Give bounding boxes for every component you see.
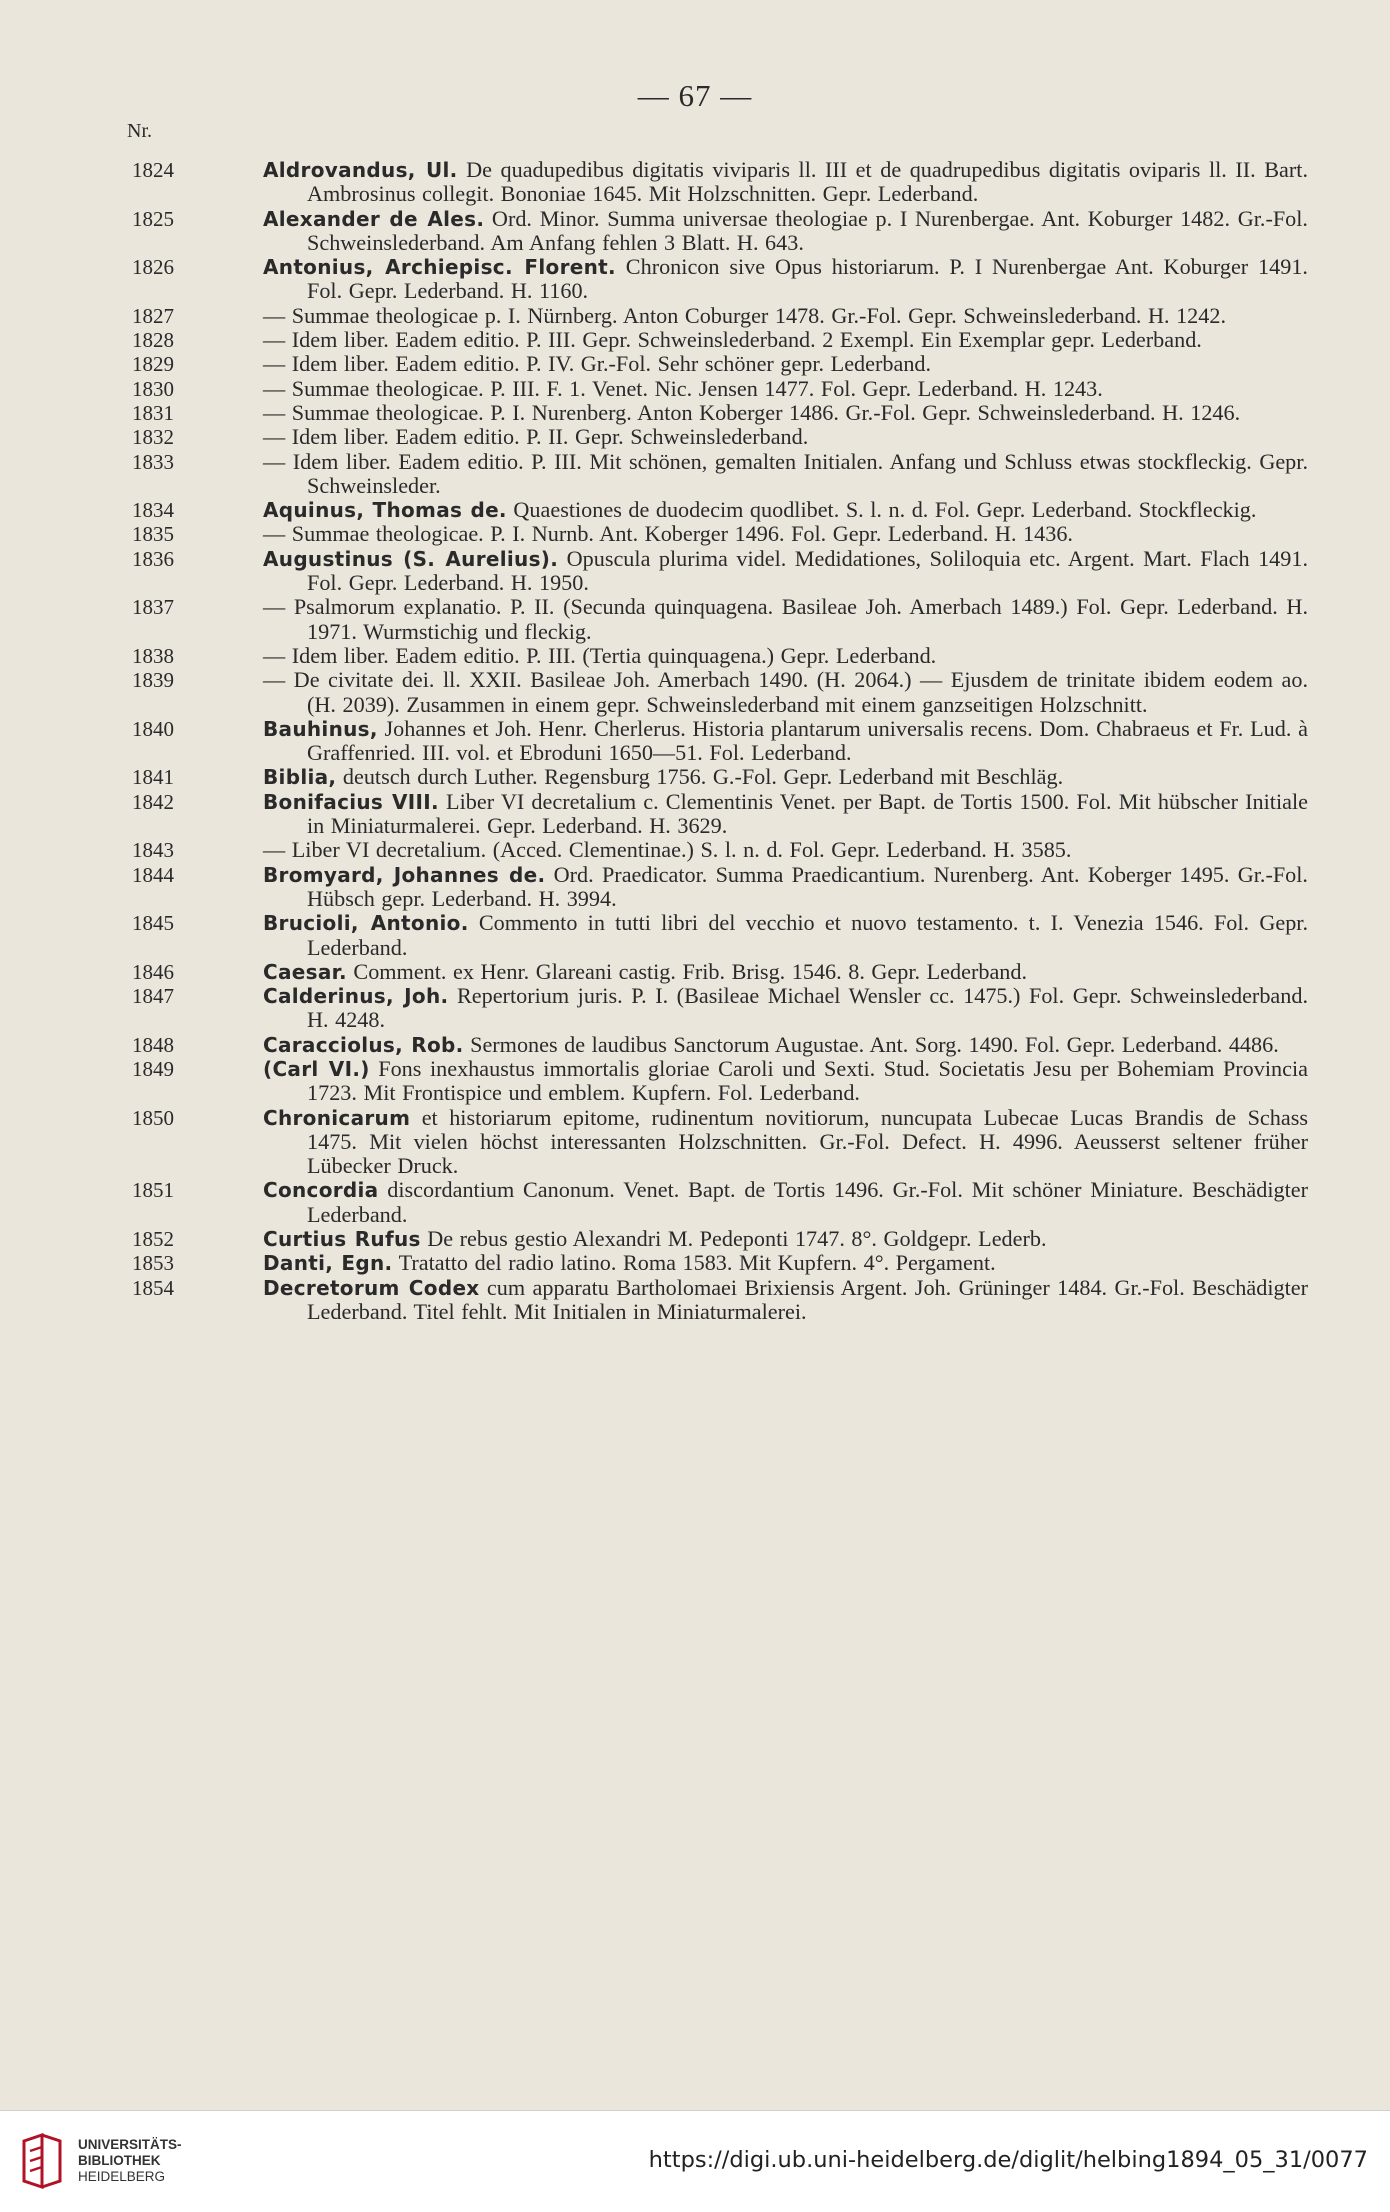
entry-description [222,765,1308,789]
catalog-entry [132,304,1308,328]
catalog-entry [132,158,1308,207]
entry-number: 1826 [132,255,174,280]
library-name [78,2137,182,2185]
catalog-entries [132,158,1308,1324]
entry-number: 1851 [132,1178,174,1203]
entry-author: Bonifacius VIII. [263,789,439,814]
entry-body: Sermones de laudibus Sanctorum Augustae. Ant. Sorg. 1490. Fol. Gepr. Lederband. 4486. [463,1031,1279,1057]
viewer-footer [0,2110,1390,2212]
entry-body: — Idem liber. Eadem editio. P. III. (Tertia quinquagena.) Gepr. Lederband. [263,642,937,668]
entry-body: Quaestiones de duodecim quodlibet. S. l. n. d. Fol. Gepr. Lederband. Stockfleckig. [506,497,1257,523]
entry-number: 1833 [132,449,174,474]
catalog-entry [132,644,1308,668]
entry-body: — Psalmorum explanatio. P. II. (Secunda quinquagena. Basileae Joh. Amerbach 1489.) Fol. Gepr. Lederband. H. 1971. Wurmstichig und fleckig. [263,594,1308,644]
catalog-entry [132,765,1308,789]
entry-number: 1828 [132,328,174,353]
catalog-entry [132,1178,1308,1227]
entry-number: 1824 [132,158,174,182]
entry-author: Caracciolus, Rob. [263,1032,464,1057]
entry-body: Ord. Praedicator. Summa Praedicantium. Nurenberg. Ant. Koberger 1495. Gr.-Fol. Hübsch gepr. Lederband. H. 3994. [307,861,1308,911]
entry-description [222,401,1308,425]
entry-author: Augustinus (S. Aurelius). [263,546,559,571]
catalog-entry [132,1033,1308,1057]
entry-body: deutsch durch Luther. Regensburg 1756. G.-Fol. Gepr. Lederband mit Beschläg. [336,764,1064,790]
entry-body: Tratatto del radio latino. Roma 1583. Mit Kupfern. 4°. Pergament. [392,1250,996,1276]
entry-description [222,644,1308,668]
entry-author: Concordia [263,1178,379,1203]
entry-body: Commento in tutti libri del vecchio et nuovo testamento. t. I. Venezia 1546. Fol. Gepr. Lederband. [307,910,1308,960]
entry-description [222,522,1308,546]
entry-description [222,1251,1308,1275]
entry-body: — Summae theologicae p. I. Nürnberg. Anton Coburger 1478. Gr.-Fol. Gepr. Schweinslederband. H. 1242. [263,302,1227,328]
entry-number: 1839 [132,668,174,693]
entry-description [222,1227,1308,1251]
entry-description [222,1033,1308,1057]
entry-description [222,255,1308,304]
catalog-entry [132,1057,1308,1106]
entry-description [222,863,1308,912]
entry-description [222,960,1308,984]
catalog-entry [132,960,1308,984]
catalog-entry [132,1251,1308,1275]
catalog-entry [132,1276,1308,1325]
page-number: — 67 — [637,78,753,113]
document-url-link[interactable]: https://digi.ub.uni-heidelberg.de/diglit/helbing1894_05_31/0077 [648,2147,1368,2173]
nr-column-label: Nr. [127,120,152,142]
catalog-entry [132,207,1308,256]
entry-description [222,1178,1308,1227]
library-name-line2: BIBLIOTHEK [78,2153,161,2168]
catalog-entry [132,838,1308,862]
entry-body: Liber VI decretalium c. Clementinis Venet. per Bapt. de Tortis 1500. Fol. Mit hübscher Initiale in Miniaturmalerei. Gepr. Lederband. H. 3629. [307,788,1308,839]
entry-body: Johannes et Joh. Henr. Cherlerus. Historia plantarum universalis recens. Dom. Chabraeus et Fr. Lud. à Graffenried. III. vol. et Ebroduni 1650—51. Fol. Lederband. [307,715,1308,766]
entry-number: 1849 [132,1056,174,1081]
entry-number: 1835 [132,522,174,547]
entry-number: 1840 [132,716,174,741]
entry-body: Ord. Minor. Summa universae theologiae p. I Nurenbergae. Ant. Koburger 1482. Gr.-Fol. Schweinslederband. Am Anfang fehlen 3 Blatt. H. 643. [307,205,1308,255]
entry-number: 1829 [132,352,174,377]
library-logo-icon [20,2133,64,2189]
entry-author: Bauhinus, [263,716,378,741]
catalog-entry [132,595,1308,644]
catalog-entry [132,401,1308,425]
entry-author: Brucioli, Antonio. [263,911,469,936]
entry-description [222,158,1308,207]
entry-author: Biblia, [263,765,337,790]
catalog-entry [132,790,1308,839]
entry-description [222,668,1308,717]
entry-description [222,352,1308,376]
catalog-entry [132,547,1308,596]
entry-number: 1836 [132,546,174,571]
entry-description [222,304,1308,328]
library-name-line1: UNIVERSITÄTS- [78,2137,182,2152]
entry-number: 1852 [132,1227,174,1252]
entry-body: — Summae theologicae. P. III. F. 1. Venet. Nic. Jensen 1477. Fol. Gepr. Lederband. H. 1243. [263,375,1103,401]
catalog-entry [132,1106,1308,1179]
entry-description [222,911,1308,960]
entry-number: 1854 [132,1275,174,1300]
catalog-entry [132,450,1308,499]
catalog-entry [132,255,1308,304]
entry-body: et historiarum epitome, rudinentum novitiorum, nuncupata Lubecae Lucas Brandis de Schass 1475. Mit vielen höchst interessanten Holzschnitten. Gr.-Fol. Defect. H. 4996. Aeusserst seltener früher Lübecker Druck. [307,1104,1308,1179]
entry-number: 1830 [132,376,174,401]
entry-number: 1832 [132,425,174,450]
entry-body: Comment. ex Henr. Glareani castig. Frib. Brisg. 1546. 8. Gepr. Lederband. [346,958,1028,984]
catalog-entry [132,498,1308,522]
catalog-entry [132,863,1308,912]
entry-description [222,984,1308,1033]
entry-description [222,377,1308,401]
entry-author: Calderinus, Joh. [263,984,449,1009]
entry-body: Chronicon sive Opus historiarum. P. I Nurenbergae Ant. Koburger 1491. Fol. Gepr. Lederband. H. 1160. [307,254,1308,304]
entry-author: Aquinus, Thomas de. [263,498,507,523]
entry-description [222,1057,1308,1106]
entry-description [222,717,1308,766]
entry-body: — De civitate dei. ll. XXII. Basileae Joh. Amerbach 1490. (H. 2064.) — Ejusdem de trinitate ibidem eodem ao. (H. 2039). Zusammen in einem gepr. Schweinslederband mit einem ganzseitigen Holzschnitt. [263,667,1308,717]
entry-number: 1850 [132,1105,174,1130]
entry-description [222,595,1308,644]
entry-description [222,547,1308,596]
catalog-entry [132,668,1308,717]
entry-body: cum apparatu Bartholomaei Brixiensis Argent. Joh. Grüninger 1484. Gr.-Fol. Beschädigter Lederband. Titel fehlt. Mit Initialen in Miniaturmalerei. [307,1274,1308,1324]
entry-body: — Idem liber. Eadem editio. P. II. Gepr. Schweinslederband. [263,424,809,450]
entry-description [222,425,1308,449]
entry-number: 1844 [132,862,174,887]
entry-description [222,207,1308,256]
entry-body: — Liber VI decretalium. (Acced. Clementinae.) S. l. n. d. Fol. Gepr. Lederband. H. 3585. [263,837,1072,863]
entry-body: Fons inexhaustus immortalis gloriae Caroli und Sexti. Stud. Societatis Jesu per Bohemiam Provincia 1723. Mit Frontispice und emblem. Kupfern. Fol. Lederband. [307,1055,1308,1106]
entry-body: — Idem liber. Eadem editio. P. III. Mit schönen, gemalten Initialen. Anfang und Schluss etwas stockfleckig. Gepr. Schweinsleder. [263,448,1308,498]
entry-author: Bromyard, Johannes de. [263,862,546,887]
catalog-entry [132,352,1308,376]
entry-description [222,790,1308,839]
entry-number: 1834 [132,498,174,523]
entry-author: Aldrovandus, Ul. [263,158,458,182]
entry-body: Opuscula plurima videl. Medidationes, Soliloquia etc. Argent. Mart. Flach 1491. Fol. Gepr. Lederband. H. 1950. [307,545,1308,596]
entry-number: 1825 [132,206,174,231]
entry-number: 1845 [132,911,174,936]
entry-number: 1847 [132,984,174,1009]
entry-number: 1838 [132,643,174,668]
catalog-entry [132,425,1308,449]
entry-number: 1848 [132,1032,174,1057]
catalog-entry [132,717,1308,766]
entry-author: Caesar. [263,959,347,984]
catalog-entry [132,377,1308,401]
entry-body: — Idem liber. Eadem editio. P. IV. Gr.-Fol. Sehr schöner gepr. Lederband. [263,351,932,377]
entry-body: — Idem liber. Eadem editio. P. III. Gepr. Schweinslederband. 2 Exempl. Ein Exemplar gepr. Lederband. [263,327,1202,353]
entry-author: Antonius, Archiepisc. Florent. [263,255,616,280]
entry-description [222,450,1308,499]
entry-author: Curtius Rufus [263,1227,421,1252]
entry-number: 1853 [132,1251,174,1276]
catalog-entry [132,1227,1308,1251]
entry-number: 1842 [132,789,174,814]
entry-number: 1841 [132,765,174,790]
entry-author: Alexander de Ales. [263,206,485,231]
entry-description [222,328,1308,352]
entry-author: Danti, Egn. [263,1251,393,1276]
library-name-line3: HEIDELBERG [78,2169,166,2184]
entry-description [222,1106,1308,1179]
entry-description [222,498,1308,522]
catalog-entry [132,984,1308,1033]
entry-description [222,838,1308,862]
entry-body: Repertorium juris. P. I. (Basileae Michael Wensler cc. 1475.) Fol. Gepr. Schweinslederband. H. 4248. [307,983,1308,1033]
entry-body: De quadupedibus digitatis viviparis ll. III et de quadrupedibus digitatis oviparis ll. II. Bart. Ambrosinus collegit. Bononiae 1645. Mit Holzschnitten. Gepr. Lederband. [307,157,1308,207]
entry-number: 1837 [132,595,174,620]
entry-number: 1831 [132,400,174,425]
entry-number: 1846 [132,959,174,984]
entry-author: Decretorum Codex [263,1275,480,1300]
entry-body: — Summae theologicae. P. I. Nurenberg. Anton Koberger 1486. Gr.-Fol. Gepr. Schweinslederband. H. 1246. [263,399,1241,425]
catalog-entry [132,911,1308,960]
entry-author: (Carl VI.) [263,1056,370,1081]
catalog-entry [132,522,1308,546]
catalog-entry [132,328,1308,352]
entry-body: — Summae theologicae. P. I. Nurnb. Ant. Koberger 1496. Fol. Gepr. Lederband. H. 1436. [263,521,1073,547]
entry-body: discordantium Canonum. Venet. Bapt. de Tortis 1496. Gr.-Fol. Mit schöner Miniature. Beschädigter Lederband. [307,1177,1308,1227]
entry-number: 1827 [132,303,174,328]
entry-description [222,1276,1308,1325]
entry-number: 1843 [132,838,174,863]
entry-body: De rebus gestio Alexandri M. Pedeponti 1747. 8°. Goldgepr. Lederb. [420,1226,1047,1252]
entry-author: Chronicarum [263,1105,411,1130]
